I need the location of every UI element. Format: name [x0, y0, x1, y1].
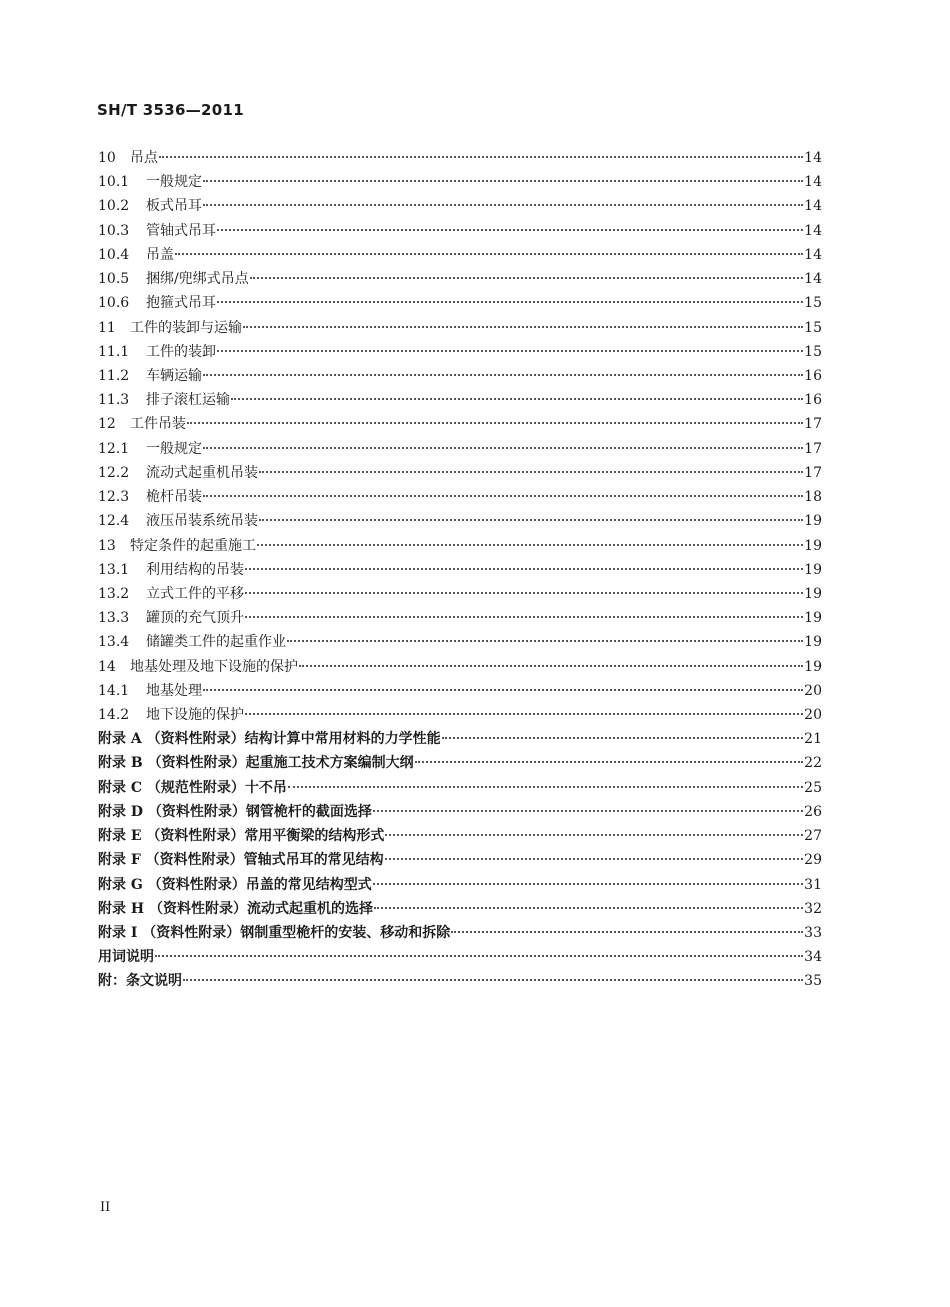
toc-entry-title: 利用结构的吊装: [146, 561, 244, 578]
dot-leader: [250, 277, 803, 279]
toc-entry-page: 19: [804, 561, 822, 578]
toc-entry-page: 16: [804, 367, 822, 384]
toc-entry-label: [98, 437, 202, 461]
toc-entry-label: [98, 969, 182, 993]
dot-leader: [245, 568, 803, 570]
toc-entry-title: 附录 H （资料性附录）流动式起重机的选择: [98, 900, 373, 917]
toc-entry-number: 11.2: [98, 367, 130, 384]
toc-entry: [98, 485, 822, 509]
toc-entry-title: 附：条文说明: [98, 973, 182, 990]
dot-leader: [287, 640, 803, 642]
toc-entry: [98, 243, 822, 267]
dot-leader: [159, 156, 803, 158]
dot-leader: [217, 350, 803, 352]
dot-leader: [203, 447, 803, 449]
toc-entry-page: 15: [804, 295, 822, 312]
toc-entry-number: 11: [98, 319, 116, 336]
toc-entry: [98, 412, 822, 436]
toc-entry-page: 19: [804, 585, 822, 602]
toc-entry-number: 12.3: [98, 489, 130, 506]
toc-entry-number: 10.3: [98, 222, 130, 239]
toc-entry-page: 18: [804, 489, 822, 506]
dot-leader: [203, 495, 803, 497]
toc-entry-title: 地基处理: [146, 682, 202, 699]
toc-entry-title: 附录 G （资料性附录）吊盖的常见结构型式: [98, 876, 372, 893]
toc-entry-title: 附录 B （资料性附录）起重施工技术方案编制大纲: [98, 755, 414, 772]
dot-leader: [245, 713, 803, 715]
toc-entry-label: [98, 412, 186, 436]
toc-entry-label: [98, 194, 202, 218]
toc-entry-page: 34: [804, 949, 822, 966]
toc-entry-title: 板式吊耳: [146, 198, 202, 215]
toc-entry: [98, 340, 822, 364]
toc-entry-title: 附录 C （规范性附录）十不吊: [98, 779, 287, 796]
toc-entry-title: 立式工件的平移: [146, 585, 244, 602]
toc-entry-title: 用词说明: [98, 949, 154, 966]
toc-entry-title: 吊盖: [146, 246, 174, 263]
dot-leader: [385, 834, 803, 836]
toc-entry-number: 10.2: [98, 198, 130, 215]
dot-leader: [245, 616, 803, 618]
toc-entry-title: 抱箍式吊耳: [146, 295, 216, 312]
toc-entry-title: 附录 D （资料性附录）钢管桅杆的截面选择: [98, 803, 372, 820]
toc-entry-number: 13.1: [98, 561, 130, 578]
toc-entry-page: 35: [804, 973, 822, 990]
toc-entry-page: 19: [804, 513, 822, 530]
toc-entry-page: 17: [804, 440, 822, 457]
dot-leader: [373, 883, 803, 885]
dot-leader: [243, 326, 803, 328]
toc-entry-label: [98, 485, 202, 509]
toc-entry: [98, 848, 822, 872]
toc-entry-number: 10: [98, 150, 116, 166]
dot-leader: [288, 786, 803, 788]
toc-entry-label: [98, 703, 244, 727]
dot-leader: [217, 229, 803, 231]
toc-entry-number: 13.3: [98, 610, 130, 627]
toc-entry-label: [98, 291, 216, 315]
toc-entry-number: 10.1: [98, 174, 130, 191]
dot-leader: [442, 737, 804, 739]
dot-leader: [373, 810, 803, 812]
toc-entry-label: [98, 824, 384, 848]
toc-entry-number: 10.5: [98, 271, 130, 288]
toc-entry-page: 29: [804, 852, 822, 869]
toc-entry: [98, 291, 822, 315]
toc-entry: [98, 364, 822, 388]
toc-entry: [98, 776, 822, 800]
toc-entry-title: 罐顶的充气顶升: [146, 610, 244, 627]
toc-entry-number: 11.1: [98, 343, 130, 360]
dot-leader: [385, 858, 803, 860]
toc-entry-page: 19: [804, 634, 822, 651]
toc-entry: [98, 388, 822, 412]
dot-leader: [415, 761, 804, 763]
dot-leader: [187, 422, 803, 424]
toc-entry-page: 20: [804, 707, 822, 724]
toc-entry-number: 12.2: [98, 464, 130, 481]
toc-entry-title: 一般规定: [146, 174, 202, 191]
dot-leader: [203, 374, 803, 376]
dot-leader: [231, 398, 803, 400]
toc-entry-title: 特定条件的起重施工: [130, 537, 256, 554]
toc-entry-number: 11.3: [98, 392, 130, 409]
toc-entry-page: 14: [804, 222, 822, 239]
toc-entry: [98, 534, 822, 558]
toc-entry: [98, 800, 822, 824]
page-number: II: [100, 1200, 111, 1215]
toc-entry-number: 10.6: [98, 295, 130, 312]
toc-entry-label: [98, 534, 256, 558]
toc-entry-page: 14: [804, 198, 822, 215]
toc-entry-number: 14: [98, 658, 116, 675]
toc-entry-page: 14: [804, 150, 822, 166]
toc-entry: [98, 897, 822, 921]
toc-entry-label: [98, 316, 242, 340]
toc-entry-title: 一般规定: [146, 440, 202, 457]
toc-entry-page: 14: [804, 271, 822, 288]
document-code: SH/T 3536—2011: [97, 101, 244, 119]
toc-entry-title: 液压吊装系统吊装: [146, 513, 258, 530]
dot-leader: [259, 471, 803, 473]
toc-entry: [98, 194, 822, 218]
toc-entry: [98, 873, 822, 897]
toc-entry-page: 33: [804, 925, 822, 941]
toc-entry-label: [98, 921, 450, 945]
toc-entry-label: [98, 388, 230, 412]
toc-entry-label: [98, 800, 372, 824]
toc-entry-number: 13.4: [98, 634, 130, 651]
dot-leader: [257, 544, 803, 546]
toc-entry-page: 14: [804, 246, 822, 263]
toc-entry: [98, 267, 822, 291]
toc-entry-title: 地基处理及地下设施的保护: [130, 658, 298, 675]
toc-entry: [98, 582, 822, 606]
toc-entry-number: 12.1: [98, 440, 130, 457]
toc-entry-label: [98, 219, 216, 243]
toc-entry-page: 19: [804, 658, 822, 675]
toc-entry-page: 21: [804, 731, 822, 748]
toc-entry-page: 17: [804, 416, 822, 433]
toc-entry-title: 工件的装卸与运输: [130, 319, 242, 336]
toc-entry-label: [98, 558, 244, 582]
toc-entry-page: 25: [804, 779, 822, 796]
toc-entry-label: [98, 461, 258, 485]
toc-entry: [98, 679, 822, 703]
toc-entry-title: 地下设施的保护: [146, 707, 244, 724]
toc-entry: [98, 606, 822, 630]
toc-entry-number: 12: [98, 416, 116, 433]
toc-entry-label: [98, 897, 373, 921]
toc-entry-title: 车辆运输: [146, 367, 202, 384]
toc-entry-number: 14.1: [98, 682, 130, 699]
toc-entry: [98, 461, 822, 485]
toc-entry: [98, 170, 822, 194]
toc-entry: [98, 751, 822, 775]
toc-entry-label: [98, 146, 158, 170]
toc-entry: [98, 437, 822, 461]
toc-entry-label: [98, 679, 202, 703]
toc-entry-page: 19: [804, 610, 822, 627]
toc-entry-label: [98, 509, 258, 533]
toc-entry-title: 附录 E （资料性附录）常用平衡梁的结构形式: [98, 828, 385, 845]
toc-entry-label: [98, 751, 414, 775]
toc-entry-page: 32: [804, 900, 822, 917]
toc-entry-title: 捆绑/兜绑式吊点: [146, 271, 249, 288]
dot-leader: [203, 204, 803, 206]
toc-entry-page: 22: [804, 755, 822, 772]
dot-leader: [259, 519, 803, 521]
toc-entry-label: [98, 945, 154, 969]
toc-entry: [98, 509, 822, 533]
toc-entry-title: 工件的装卸: [146, 343, 216, 360]
toc-entry-number: 10.4: [98, 246, 130, 263]
toc-entry-title: 桅杆吊装: [146, 489, 202, 506]
toc-entry-label: [98, 848, 384, 872]
toc-entry-label: [98, 727, 441, 751]
toc-entry-title: 管轴式吊耳: [146, 222, 216, 239]
toc-entry-page: 15: [804, 319, 822, 336]
toc-entry-title: 工件吊装: [130, 416, 186, 433]
toc-entry-page: 26: [804, 803, 822, 820]
toc-entry-number: 14.2: [98, 707, 130, 724]
toc-entry: [98, 146, 822, 170]
toc-entry: [98, 727, 822, 751]
dot-leader: [217, 301, 803, 303]
dot-leader: [203, 180, 803, 182]
toc-entry: [98, 703, 822, 727]
toc-entry-title: 吊点: [130, 150, 158, 166]
table-of-contents: [98, 146, 822, 994]
dot-leader: [175, 253, 803, 255]
toc-entry: [98, 316, 822, 340]
toc-entry: [98, 630, 822, 654]
toc-entry-label: [98, 364, 202, 388]
toc-entry-page: 14: [804, 174, 822, 191]
toc-entry-page: 17: [804, 464, 822, 481]
toc-entry-label: [98, 776, 287, 800]
toc-entry-label: [98, 582, 244, 606]
dot-leader: [451, 931, 803, 933]
dot-leader: [374, 907, 803, 909]
toc-entry-label: [98, 170, 202, 194]
toc-entry-title: 附录 I （资料性附录）钢制重型桅杆的安装、移动和拆除: [98, 925, 451, 941]
toc-entry-title: 附录 F （资料性附录）管轴式吊耳的常见结构: [98, 852, 384, 869]
toc-entry-title: 附录 A （资料性附录）结构计算中常用材料的力学性能: [98, 731, 441, 748]
toc-entry-number: 12.4: [98, 513, 130, 530]
toc-entry-label: [98, 873, 372, 897]
toc-entry-label: [98, 267, 249, 291]
toc-entry: [98, 558, 822, 582]
toc-entry-page: 15: [804, 343, 822, 360]
toc-entry-page: 19: [804, 537, 822, 554]
toc-entry-title: 排子滚杠运输: [146, 392, 230, 409]
toc-entry-number: 13: [98, 537, 116, 554]
dot-leader: [183, 979, 803, 981]
toc-entry: [98, 655, 822, 679]
dot-leader: [299, 665, 803, 667]
toc-entry-label: [98, 606, 244, 630]
dot-leader: [155, 955, 803, 957]
toc-entry-page: 31: [804, 876, 822, 893]
toc-entry-label: [98, 630, 286, 654]
toc-entry-page: 16: [804, 392, 822, 409]
toc-entry: [98, 824, 822, 848]
toc-entry: [98, 945, 822, 969]
toc-entry: [98, 921, 822, 945]
dot-leader: [245, 592, 803, 594]
toc-entry-title: 流动式起重机吊装: [146, 464, 258, 481]
toc-entry-label: [98, 655, 298, 679]
toc-entry: [98, 219, 822, 243]
toc-entry-page: 27: [804, 828, 822, 845]
toc-entry-number: 13.2: [98, 585, 130, 602]
toc-entry-title: 储罐类工件的起重作业: [146, 634, 286, 651]
dot-leader: [203, 689, 803, 691]
toc-entry-label: [98, 340, 216, 364]
toc-entry-page: 20: [804, 682, 822, 699]
toc-entry: [98, 969, 822, 993]
toc-entry-label: [98, 243, 174, 267]
